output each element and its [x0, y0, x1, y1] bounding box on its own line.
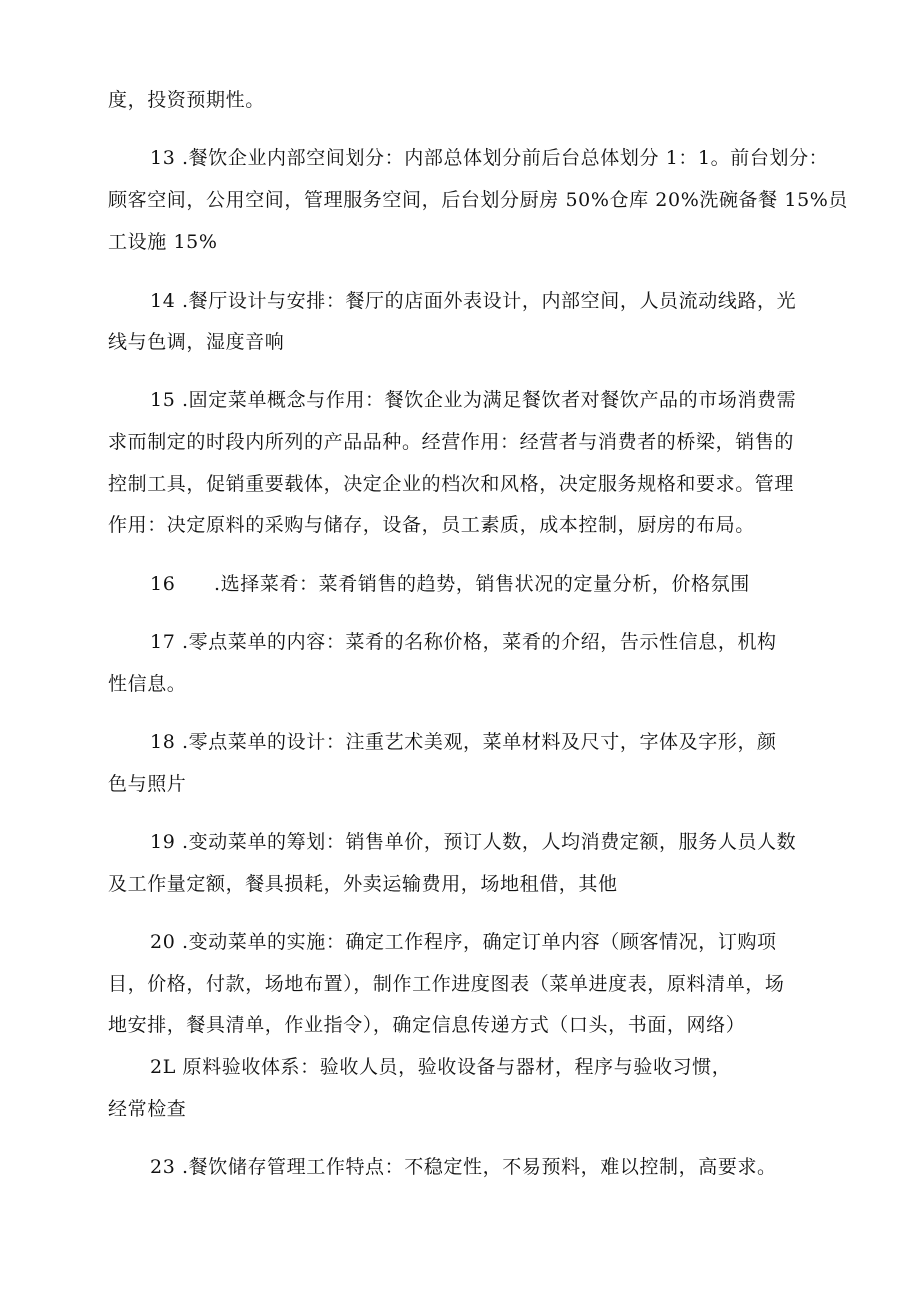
text-line: .选择菜肴：菜肴销售的趋势，销售状况的定量分析，价格氛围 — [214, 573, 750, 595]
text-line: 求而制定的时段内所列的产品品种。经营作用：经营者与消费者的桥梁，销售的 — [108, 431, 795, 453]
text-line: 15 .固定菜单概念与作用：餐饮企业为满足餐饮者对餐饮产品的市场消费需 — [150, 389, 797, 411]
text-line: 20 .变动菜单的实施：确定工作程序，确定订单内容（顾客情况，订购项 — [150, 931, 777, 953]
text-line: 作用：决定原料的采购与储存，设备，员工素质，成本控制，厨房的布局。 — [108, 514, 755, 536]
text-line: 23 .餐饮储存管理工作特点：不稳定性，不易预料，难以控制，高要求。 — [150, 1156, 777, 1178]
text-line: 地安排，餐具清单，作业指令），确定信息传递方式（口头，书面，网络） — [108, 1014, 746, 1036]
text-line: 控制工具，促销重要载体，决定企业的档次和风格，决定服务规格和要求。管理 — [108, 473, 795, 495]
text-line: 性信息。 — [108, 673, 187, 695]
text-line: 工设施 15% — [108, 231, 218, 253]
text-line: 色与照片 — [108, 773, 187, 795]
text-line: 13 .餐饮企业内部空间划分：内部总体划分前后台总体划分 1：1。前台划分： — [150, 147, 829, 169]
text-line: 及工作量定额，餐具损耗，外卖运输费用，场地租借，其他 — [108, 873, 618, 895]
text-line: 17 .零点菜单的内容：菜肴的名称价格，菜肴的介绍，告示性信息，机构 — [150, 631, 777, 653]
text-line: 2L 原料验收体系：验收人员，验收设备与器材，程序与验收习惯， — [150, 1056, 732, 1078]
text-line: 度，投资预期性。 — [108, 89, 265, 111]
text-line: 顾客空间，公用空间，管理服务空间，后台划分厨房 50%仓库 20%洗碗备餐 15%员 — [108, 189, 849, 211]
text-line: 经常检查 — [108, 1098, 187, 1120]
text-line: 18 .零点菜单的设计：注重艺术美观，菜单材料及尺寸，字体及字形，颜 — [150, 731, 777, 753]
text-line: 14 .餐厅设计与安排：餐厅的店面外表设计，内部空间，人员流动线路，光 — [150, 290, 797, 312]
item-number: 16 — [150, 573, 176, 595]
text-line: 线与色调，湿度音响 — [108, 331, 285, 353]
text-line: 19 .变动菜单的筹划：销售单价，预订人数，人均消费定额，服务人员人数 — [150, 831, 797, 853]
text-line: 目，价格，付款，场地布置），制作工作进度图表（菜单进度表，原料清单，场 — [108, 973, 785, 995]
